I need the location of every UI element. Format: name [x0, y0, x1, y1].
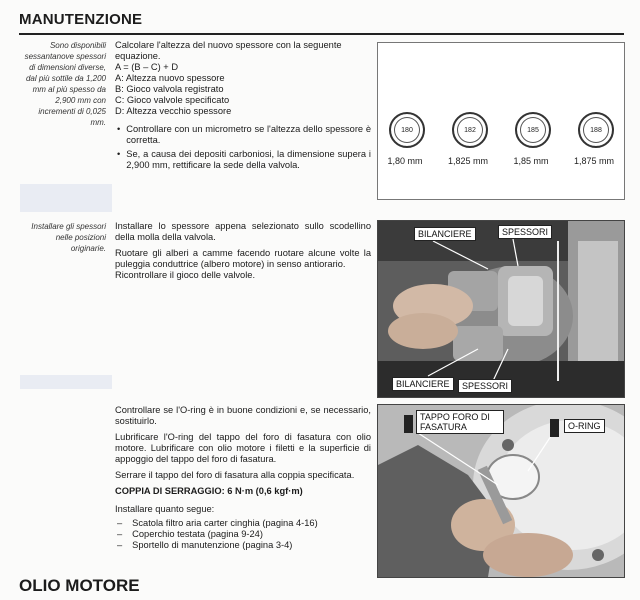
definition-c: C: Gioco valvole specificato: [115, 95, 230, 105]
shim-caption: 1,875 mm: [573, 156, 615, 166]
callout-rocker-arm-bottom: BILANCIERE: [392, 377, 454, 391]
callout-rocker-arm-top: BILANCIERE: [414, 227, 476, 241]
callout-timing-plug: TAPPO FORO DI FASATURA: [416, 410, 504, 434]
bullet-icon: •: [117, 149, 121, 159]
bleed-through-block: [20, 184, 112, 212]
bullet-text: Controllare con un micrometro se l'altezza dello spessore è corretta.: [126, 124, 371, 145]
callout-shims-top: SPESSORI: [498, 225, 552, 239]
rocker-arm-photo: [377, 220, 625, 398]
shim-caption: 1,85 mm: [513, 156, 549, 166]
timing-hole-plug-photo: [377, 404, 625, 578]
paragraph: Ruotare gli alberi a camme facendo ruotare alcune volte la puleggia conduttrice (albero motore) in senso antiorario.: [115, 248, 371, 269]
paragraph: Lubrificare l'O-ring del tappo del foro di fasatura con olio motore. Lubrificare con olio motore i filetti e la superficie di appoggio del tappo del foro di fasatura.: [115, 432, 371, 464]
shim-mark: 185: [527, 126, 539, 134]
shim-mark: 182: [464, 126, 476, 134]
install-item-text: Sportello di manutenzione (pagina 3-4): [132, 540, 293, 550]
paragraph: Installare lo spessore appena selezionato sullo scodellino della molla della valvola.: [115, 221, 371, 242]
install-item: [117, 529, 371, 540]
install-item-text: Coperchio testata (pagina 9-24): [132, 529, 263, 539]
bullet-icon: •: [117, 124, 121, 134]
shim-icon: [452, 112, 488, 148]
install-item: [117, 518, 371, 529]
definition-a: A: Altezza nuovo spessore: [115, 73, 225, 83]
bleed-through-block: [20, 375, 112, 389]
dash-icon: –: [117, 529, 123, 539]
side-note-shims: Sono disponibili sessantanove spessori di dimensioni diverse, dal più sottile da 1,200 mm al più spesso da 2,900 mm con incrementi di 0,025 mm.: [24, 41, 106, 127]
next-section-title: OLIO MOTORE: [19, 576, 140, 595]
paragraph: Controllare se l'O-ring è in buone condizioni e, se necessario, sostituirlo.: [115, 405, 371, 426]
page-title: MANUTENZIONE: [19, 11, 143, 28]
dash-icon: –: [117, 540, 123, 550]
shim-mark: 188: [590, 126, 602, 134]
paragraph: Ricontrollare il gioco delle valvole.: [115, 270, 256, 280]
install-item-text: Scatola filtro aria carter cinghia (pagina 4-16): [132, 518, 318, 528]
side-note-install: Installare gli spessori nelle posizioni originarie.: [31, 222, 106, 253]
dash-icon: –: [117, 518, 123, 528]
timing-plug-text: [115, 405, 371, 551]
shim-icon: [578, 112, 614, 148]
definition-d: D: Altezza vecchio spessore: [115, 106, 232, 116]
equation-intro: Calcolare l'altezza del nuovo spessore con la seguente equazione.: [115, 40, 342, 61]
shim-install-text: [115, 221, 371, 286]
callout-o-ring: O-RING: [564, 419, 605, 433]
reference-mark-icon: [550, 419, 559, 437]
install-intro: Installare quanto segue:: [115, 504, 215, 514]
definition-b: B: Gioco valvola registrato: [115, 84, 224, 94]
shim-caption: 1,825 mm: [447, 156, 489, 166]
reference-mark-icon: [404, 415, 413, 433]
bullet-item: [117, 149, 371, 171]
header-divider: [19, 33, 624, 35]
torque-spec: COPPIA DI SERRAGGIO: 6 N·m (0,6 kgf·m): [115, 486, 303, 496]
shim-icon: [515, 112, 551, 148]
equation: A = (B – C) + D: [115, 62, 179, 72]
shim-mark: 180: [401, 126, 413, 134]
callout-shims-bottom: SPESSORI: [458, 379, 512, 393]
paragraph: Serrare il tappo del foro di fasatura alla coppia specificata.: [115, 470, 355, 480]
install-item: [117, 540, 371, 551]
shim-sizes-figure: [377, 42, 625, 200]
bullet-text: Se, a causa dei depositi carboniosi, la dimensione supera i 2,900 mm, rettificare la sede della valvola.: [126, 149, 371, 170]
bullet-item: [117, 124, 371, 146]
shim-caption: 1,80 mm: [387, 156, 423, 166]
shim-calculation-text: [115, 40, 371, 171]
shim-icon: [389, 112, 425, 148]
